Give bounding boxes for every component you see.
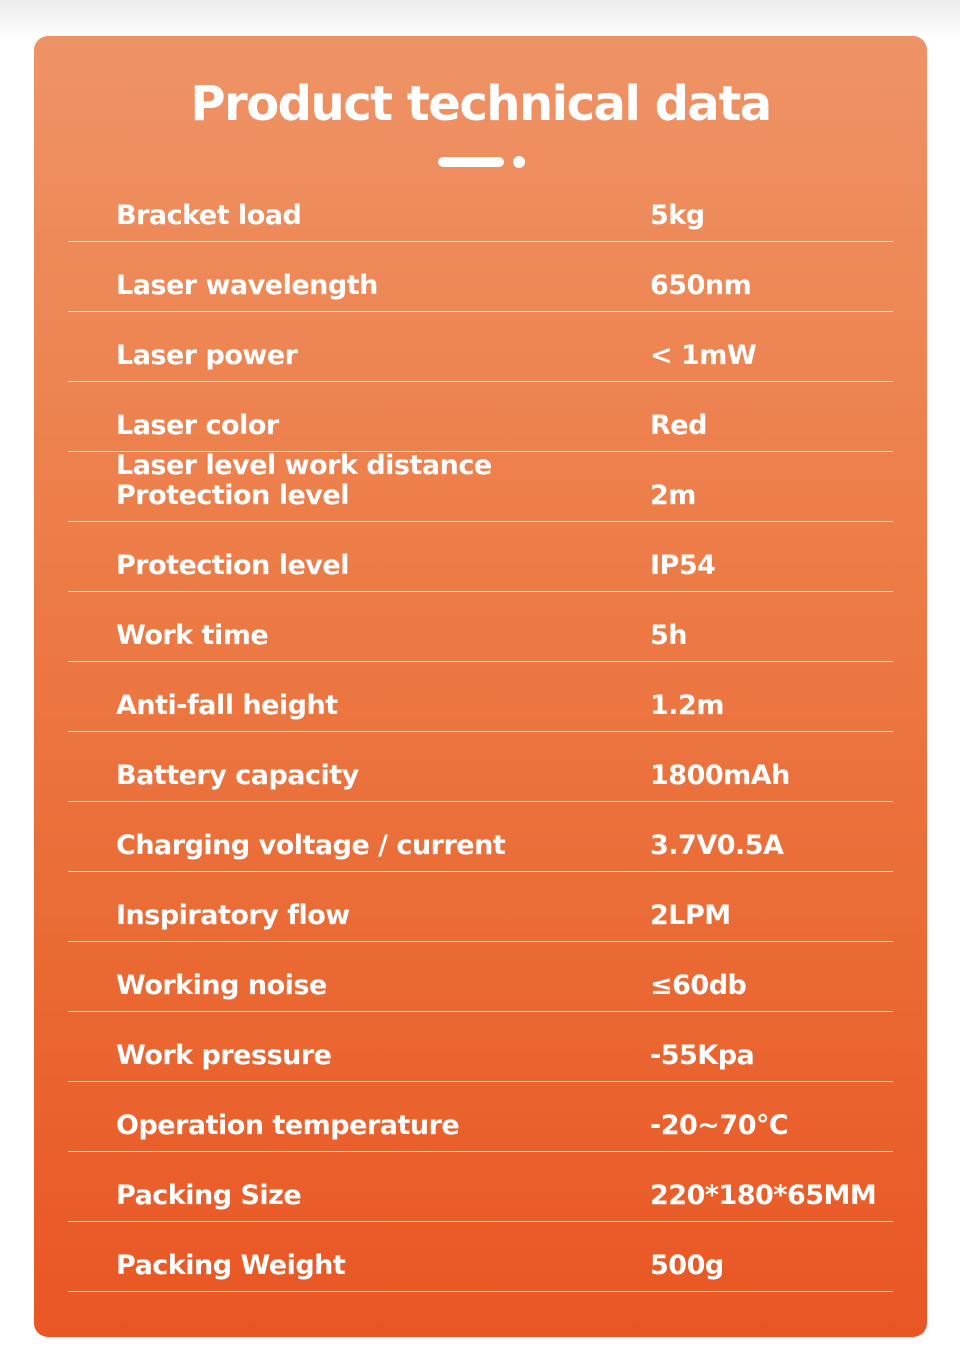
spec-value: 2m [650, 480, 696, 511]
spec-row [68, 521, 893, 592]
spec-value: ≤60db [650, 970, 747, 1001]
spec-row [68, 661, 893, 732]
spec-label: Work time [116, 620, 269, 651]
spec-label [116, 451, 492, 511]
spec-value: 3.7V0.5A [650, 830, 784, 861]
spec-value: 500g [650, 1250, 724, 1281]
spec-value: 5kg [650, 200, 705, 231]
spec-label: Charging voltage / current [116, 830, 506, 861]
spec-label: Protection level [116, 550, 349, 581]
spec-row [68, 871, 893, 942]
spec-label: Work pressure [116, 1040, 332, 1071]
spec-value: -20~70℃ [650, 1110, 789, 1141]
spec-value: 2LPM [650, 900, 731, 931]
spec-row [68, 591, 893, 662]
spec-table [68, 36, 893, 1337]
page-title: Product technical data [190, 76, 771, 132]
spec-row [68, 1221, 893, 1292]
spec-row [68, 381, 893, 452]
spec-value: 650nm [650, 270, 752, 301]
spec-label: Laser wavelength [116, 270, 378, 301]
spec-row [68, 1081, 893, 1152]
spec-value: < 1mW [650, 340, 757, 371]
spec-value: 220*180*65MM [650, 1180, 877, 1211]
spec-row [68, 1011, 893, 1082]
spec-row [68, 941, 893, 1012]
spec-row [68, 1151, 893, 1222]
spec-row [68, 241, 893, 312]
spec-label: Battery capacity [116, 760, 359, 791]
spec-label: Inspiratory flow [116, 900, 350, 931]
top-shade [0, 0, 960, 40]
spec-value: -55Kpa [650, 1040, 755, 1071]
spec-row [68, 451, 893, 522]
spec-label: Laser power [116, 340, 298, 371]
spec-label-line-1: Laser level work distance [116, 450, 492, 481]
spec-card [34, 36, 927, 1337]
spec-value: Red [650, 410, 707, 441]
spec-value: 1.2m [650, 690, 724, 721]
spec-row [68, 171, 893, 242]
spec-label: Anti-fall height [116, 690, 338, 721]
spec-label-line-2: Protection level [116, 480, 349, 511]
spec-row [68, 311, 893, 382]
spec-label: Bracket load [116, 200, 302, 231]
spec-label: Packing Size [116, 1180, 302, 1211]
spec-row [68, 801, 893, 872]
spec-row [68, 731, 893, 802]
spec-value: 1800mAh [650, 760, 790, 791]
spec-label: Working noise [116, 970, 327, 1001]
spec-value: IP54 [650, 550, 716, 581]
spec-value: 5h [650, 620, 688, 651]
spec-label: Laser color [116, 410, 279, 441]
spec-label: Operation temperature [116, 1110, 460, 1141]
spec-label: Packing Weight [116, 1250, 346, 1281]
